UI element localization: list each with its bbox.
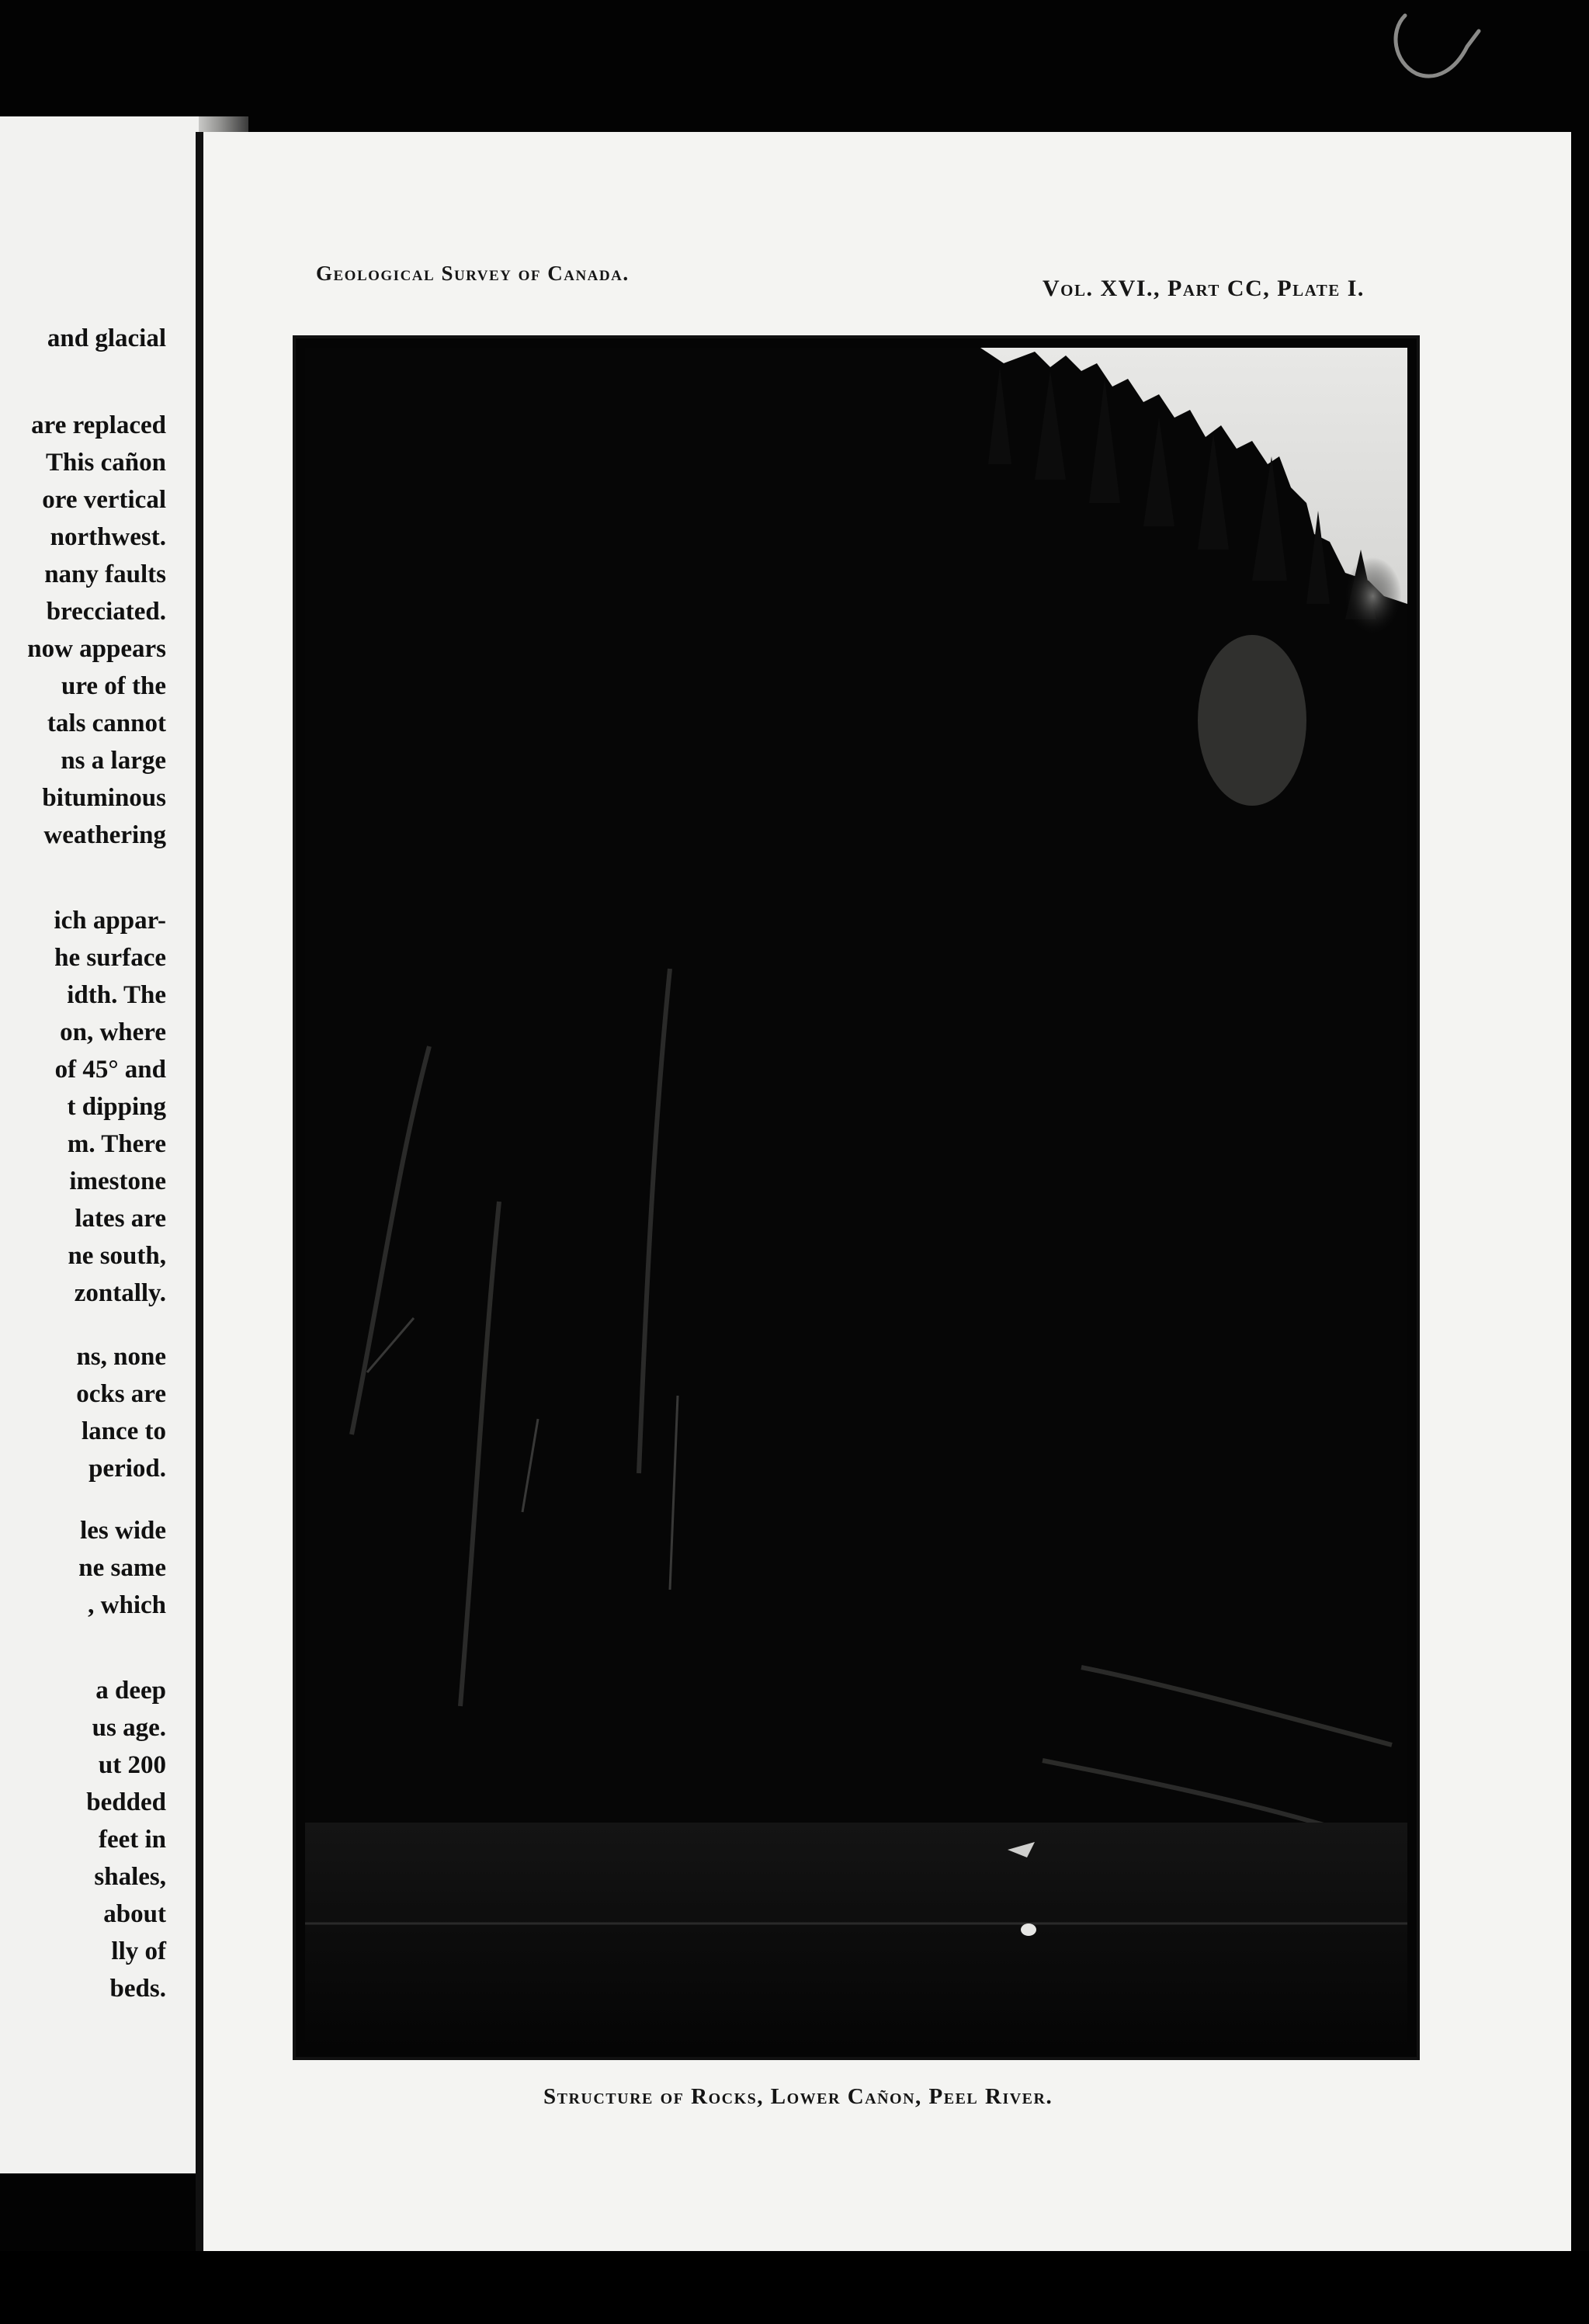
facing-page-line: and glacial	[47, 324, 166, 352]
facing-page-line: brecciated.	[46, 598, 166, 626]
facing-page-line: ore vertical	[42, 486, 166, 514]
facing-page-line: ns a large	[61, 747, 166, 775]
facing-page-line: ne same	[78, 1554, 166, 1582]
facing-page-line: about	[103, 1900, 166, 1928]
facing-page-line: ns, none	[76, 1343, 166, 1371]
facing-page-line: bedded	[86, 1788, 166, 1816]
facing-page-line: us age.	[92, 1714, 166, 1742]
facing-page-line: lates are	[75, 1205, 166, 1233]
facing-page-line: t dipping	[67, 1093, 166, 1121]
running-head-left: Geological Survey of Canada.	[316, 262, 630, 285]
facing-page-line: lly of	[111, 1937, 166, 1965]
facing-page-line: imestone	[69, 1167, 166, 1195]
facing-page-line: shales,	[94, 1863, 166, 1891]
facing-page-line: ut 200	[98, 1751, 166, 1779]
facing-page-line: tals cannot	[47, 709, 166, 737]
facing-page-line: nany faults	[44, 560, 166, 588]
facing-page-line: idth. The	[67, 981, 166, 1009]
facing-page-line: les wide	[80, 1517, 166, 1545]
facing-page-line: ocks are	[76, 1380, 166, 1408]
plate-photograph	[305, 348, 1407, 2048]
facing-page-line: are replaced	[31, 411, 166, 439]
facing-page-line: ure of the	[61, 672, 166, 700]
facing-page-line: m. There	[67, 1130, 166, 1158]
plate-caption: Structure of Rocks, Lower Cañon, Peel River.	[543, 2084, 1053, 2109]
facing-page-line: This cañon	[46, 449, 166, 477]
facing-page-line: northwest.	[50, 523, 166, 551]
facing-page-line: a deep	[95, 1677, 166, 1705]
pencil-mark-icon	[1382, 8, 1483, 93]
facing-page-line: zontally.	[74, 1279, 166, 1307]
facing-page-line: period.	[88, 1455, 166, 1483]
facing-page-line: of 45° and	[54, 1056, 166, 1084]
facing-page-line: now appears	[27, 635, 166, 663]
plate-photograph-frame	[293, 335, 1420, 2060]
facing-page-line: feet in	[98, 1826, 166, 1854]
facing-page-line: ich appar-	[54, 907, 166, 935]
facing-page-line: ne south,	[68, 1242, 166, 1270]
running-head-right: Vol. XVI., Part CC, Plate I.	[1043, 276, 1365, 301]
facing-page-line: beds.	[109, 1975, 166, 2003]
facing-page-line: bituminous	[42, 784, 166, 812]
facing-page-line: lance to	[81, 1417, 166, 1445]
facing-page-line: he surface	[54, 944, 166, 972]
facing-page-line: weathering	[43, 821, 166, 849]
facing-page-line: , which	[88, 1591, 166, 1619]
scan-bottom-edge	[0, 2251, 1589, 2324]
facing-page-line: on, where	[60, 1018, 166, 1046]
